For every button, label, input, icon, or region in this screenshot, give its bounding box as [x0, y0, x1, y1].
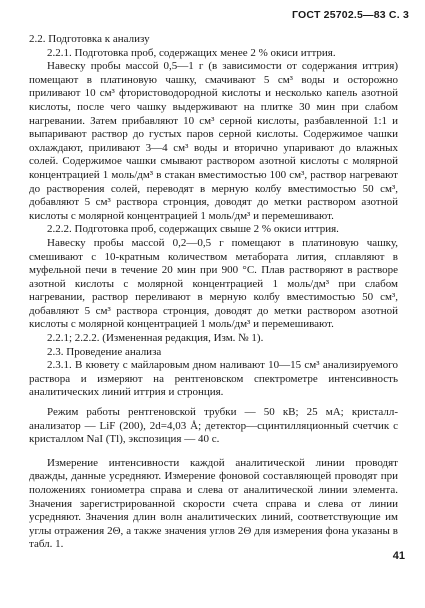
- amendment-note: 2.2.1; 2.2.2. (Измененная редакция, Изм. № 1).: [47, 332, 264, 345]
- section-2-3-title: 2.3. Проведение анализа: [47, 345, 162, 358]
- section-2-2-1-body: Навеску пробы массой 0,5—1 г (в зависимости от содержания иттрия) помещают в платиновую чашку, смачивают 5 см³ воды и осторожно приливают 10 см³ фтористоводородной кислоты и несколько капель азотной кислоты, после чего чашку выдерживают на плитке 30 мин при слабом нагревании. Затем прибавляют 10 см³ серной кислоты, разбавленной 1:1 и выпаривают раствор до густых паров серной кислоты. Содержимое чашки охлаждают, приливают 3—4 см³ воды и вторично упаривают до влажных солей. Содержимое чашки смывают раствором азотной кислоты с молярной концентрацией 1 моль/дм³ в стакан вместимостью 100 см³, раствор нагревают до растворения солей, переводят в мерную колбу вместимостью 50 см³, добавляют 5 см³ раствора стронция, доводят до метки раствором азотной кислоты с молярной концентрацией 1 моль/дм³ и перемешивают.: [29, 60, 398, 222]
- measurement-paragraph: Измерение интенсивности каждой аналитической линии проводят дважды, данные усредняют. Измерение фоновой составляющей проводят при положениях гониометра справа и слева от аналитической линии элемента. Значения зарегистрированной скорости счета справа и слева от линии усредняют. Значения длин волн аналитических линий, соответствующие им углы отражения 2Θ, а также значения углов 2Θ для измерения фона указаны в табл. 1.: [29, 456, 398, 551]
- operating-mode-paragraph: Режим работы рентгеновской трубки — 50 кВ; 25 мА; кристалл-анализатор — LiF (200), 2d=4,03 Å; детектор—сцинтилляционный счетчик с кристаллом NaI (Tl), экспозиция — 40 с.: [29, 406, 398, 446]
- section-2-2-2-title: 2.2.2. Подготовка проб, содержащих свыше 2 % окиси иттрия.: [47, 223, 339, 236]
- section-2-3-1-body: 2.3.1. В кювету с майларовым дном наливают 10—15 см³ анализируемого раствора и измеряют на рентгеновском спектрометре интенсивность аналитических линий иттрия и стронция.: [29, 359, 398, 399]
- section-2-2-title: 2.2. Подготовка к анализу: [29, 33, 150, 45]
- page-content: [29, 33, 398, 552]
- page-number: 41: [392, 550, 405, 562]
- section-2-2-2-body: Навеску пробы массой 0,2—0,5 г помещают в платиновую чашку, смешивают с 10-кратным количеством метабората лития, сплавляют в муфельной печи в течение 20 мин при 900 °С. Плав растворяют в растворе азотной кислоты с молярной концентрацией 1 моль/дм³ при слабом нагревании, раствор переливают в мерную колбу вместимостью 50 см³, добавляют 5 см³ раствора стронция, доводят до метки раствором азотной кислоты с молярной концентрацией 1 моль/дм³ и перемешивают.: [29, 236, 398, 331]
- spacer: [29, 447, 398, 457]
- section-2-2-1-title: 2.2.1. Подготовка проб, содержащих менее 2 % окиси иттрия.: [47, 46, 336, 59]
- page-header: ГОСТ 25702.5—83 С. 3: [292, 9, 409, 21]
